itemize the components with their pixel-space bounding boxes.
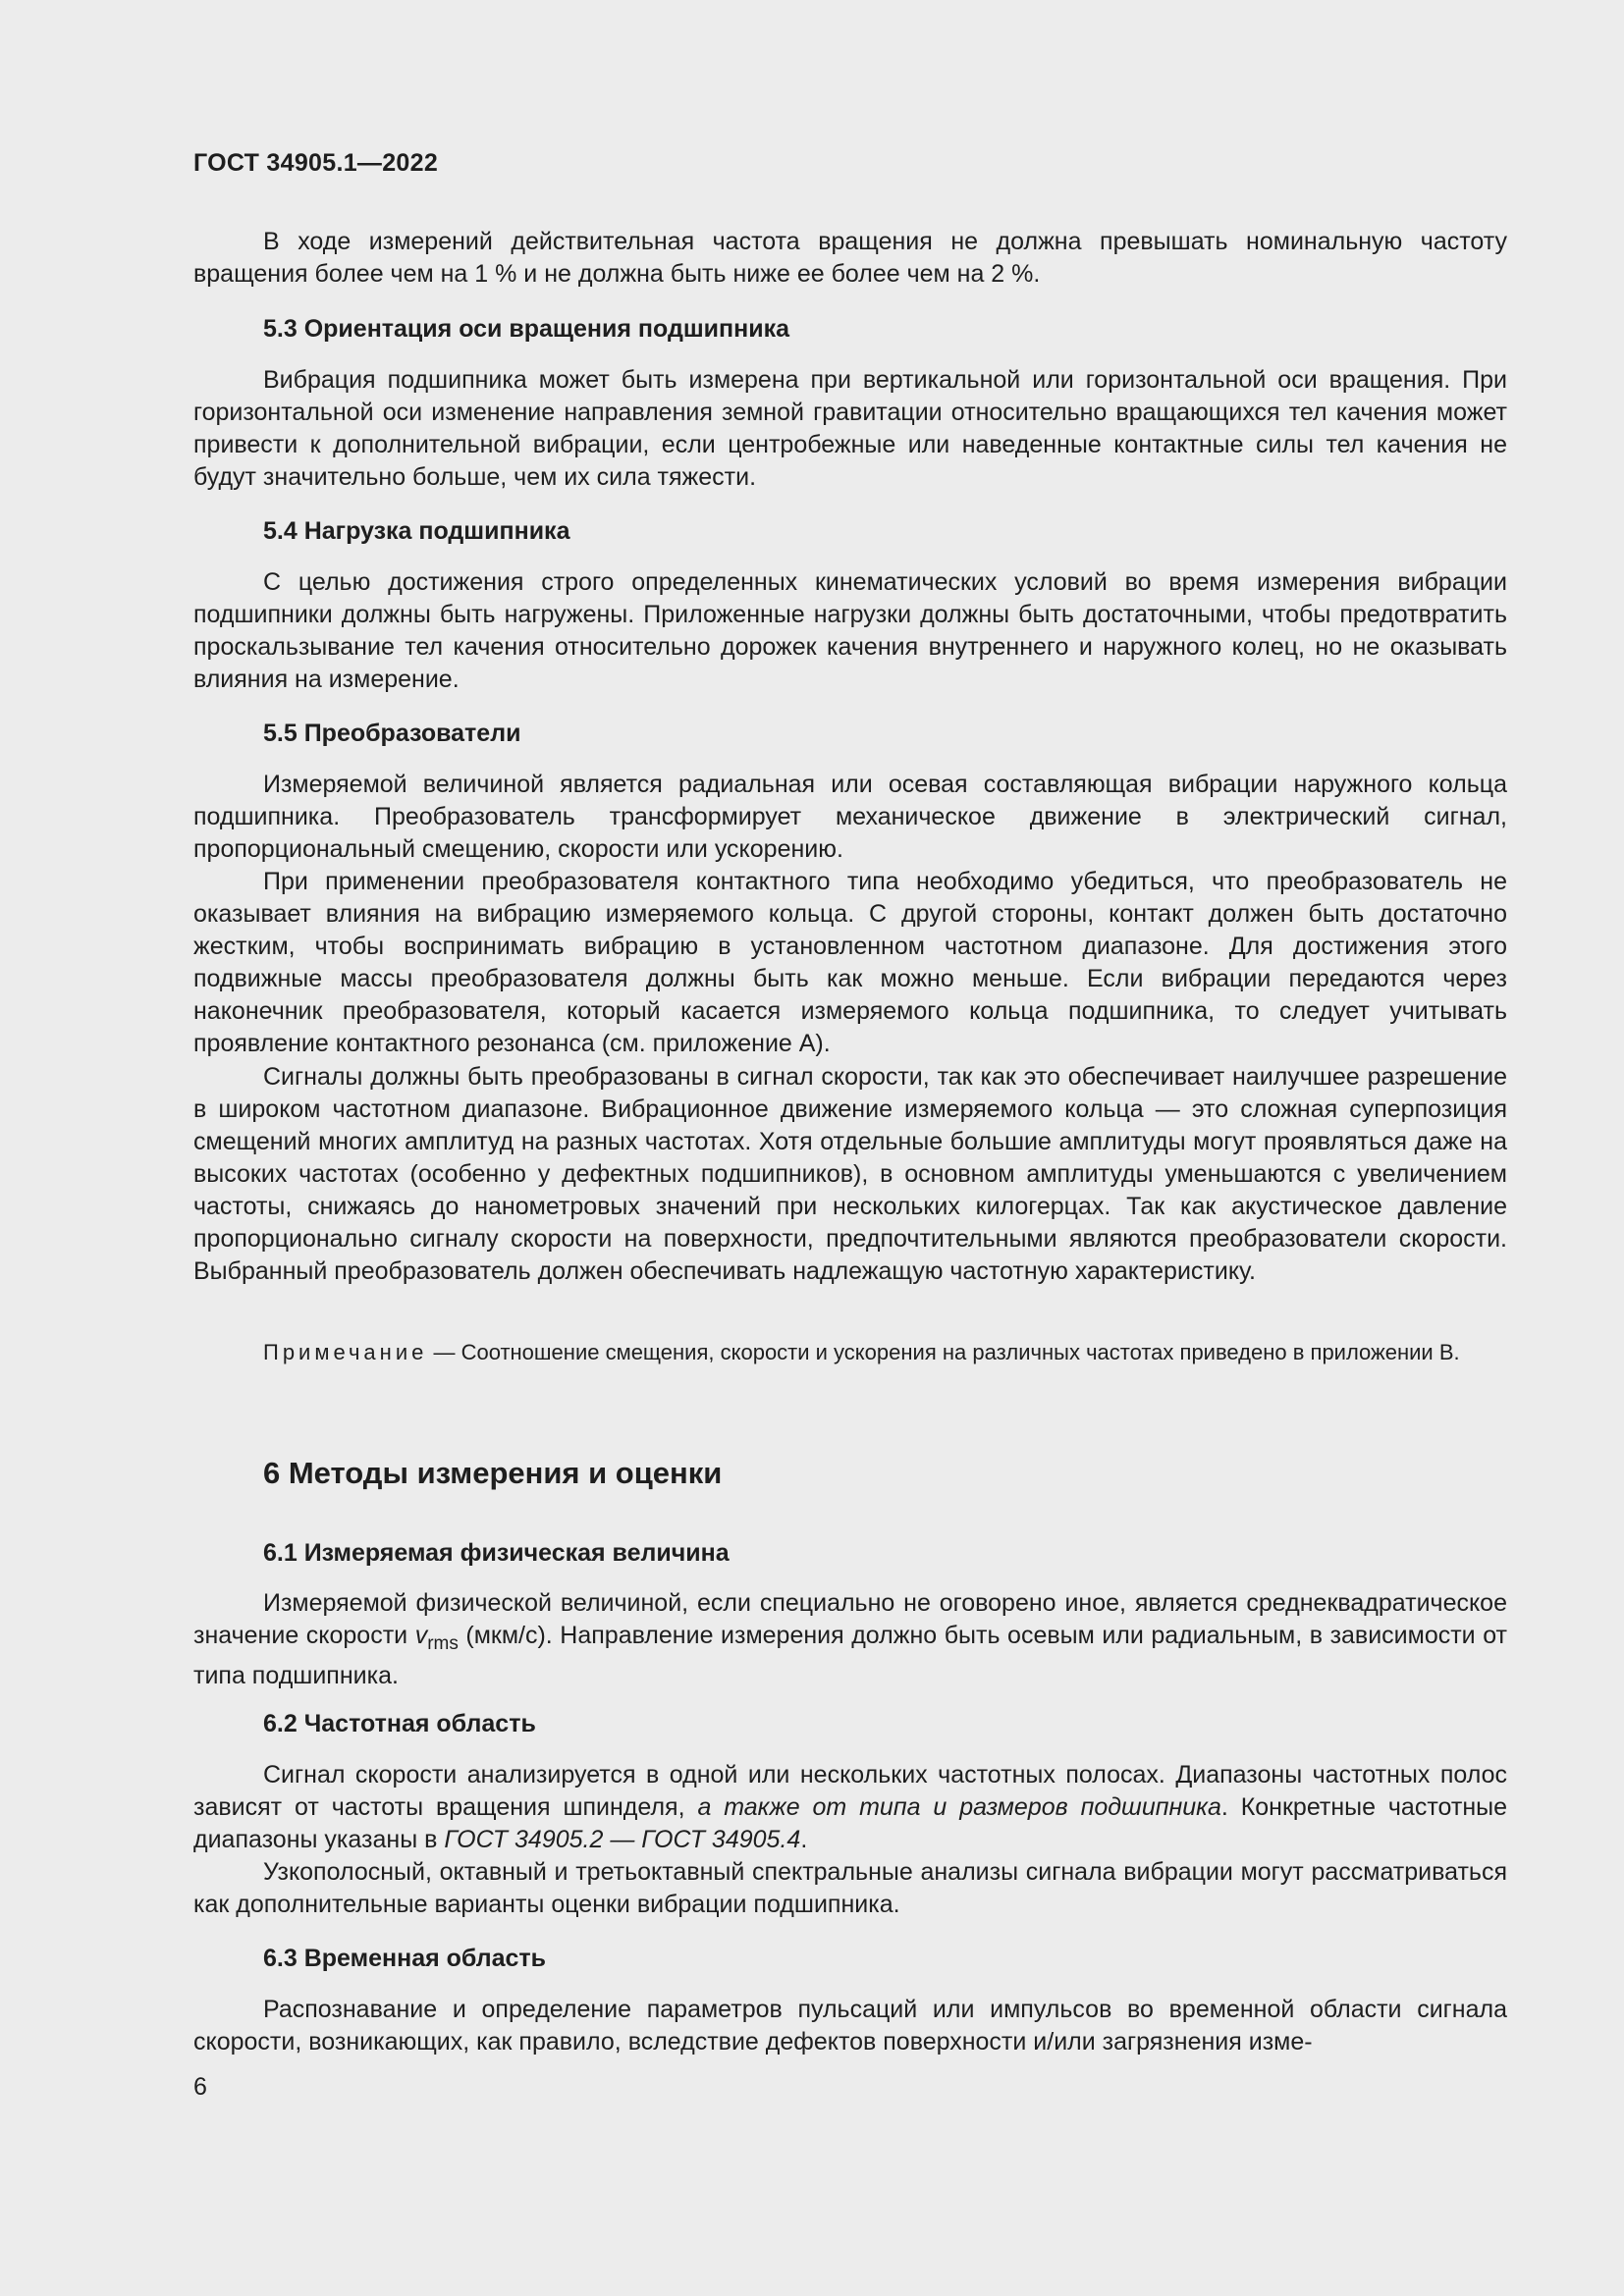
section-6-2-title: 6.2 Частотная область xyxy=(263,1710,536,1737)
italic-run: а также от типа и размеров подшипника xyxy=(697,1793,1221,1821)
rms-subscript: rms xyxy=(427,1633,459,1654)
section-5-3-title: 5.3 Ориентация оси вращения подшипника xyxy=(263,315,790,343)
section-5-4-title: 5.4 Нагрузка подшипника xyxy=(263,517,570,545)
page-number: 6 xyxy=(193,2073,207,2101)
text-run: Измеряемой физической величиной, если специально не оговорено иное, является среднеквадратическое значение скорости xyxy=(193,1589,1507,1649)
section-5-5-paragraph-1: Измеряемой величиной является радиальная или осевая составляющая вибрации наружного кольца подшипника. Преобразователь трансформирует механическое движение в электрический сигнал, пропорциональный смещению, скорости или ускорению. xyxy=(193,771,1507,863)
section-5-5-title: 5.5 Преобразователи xyxy=(263,720,521,747)
text-run: (мкм/с). Направление измерения должно быть осевым или радиальным, в зависимости от типа подшипника. xyxy=(193,1622,1508,1689)
section-6-2-paragraph-1 xyxy=(193,1759,1507,1856)
section-6-1-paragraph xyxy=(193,1587,1507,1692)
section-6-2-paragraph-2: Узкополосный, октавный и третьоктавный спектральные анализы сигнала вибрации могут рассматриваться как дополнительные варианты оценки вибрации подшипника. xyxy=(193,1858,1507,1918)
note-text: — Соотношение смещения, скорости и ускорения на различных частотах приведено в приложении В. xyxy=(427,1340,1460,1364)
section-6-3-paragraph: Распознавание и определение параметров пульсаций или импульсов во временной области сигнала скорости, возникающих, как правило, вследствие дефектов поверхности и/или загрязнения изме- xyxy=(193,1996,1507,2056)
standard-reference: ГОСТ 34905.2 — ГОСТ 34905.4 xyxy=(444,1826,801,1853)
section-5-5-paragraph-3: Сигналы должны быть преобразованы в сигнал скорости, так как это обеспечивает наилучшее разрешение в широком частотном диапазоне. Вибрационное движение измеряемого кольца — это сложная суперпозиция смещений многих амплитуд на разных частотах. Хотя отдельные большие амплитуды могут проявляться даже на высоких частотах (особенно у дефектных подшипников), в основном амплитуды уменьшаются с увеличением частоты, снижаясь до нанометровых значений при нескольких килогерцах. Так как акустическое давление пропорционально сигналу скорости на поверхности, предпочтительными являются преобразователи скорости. Выбранный преобразователь должен обеспечивать надлежащую частотную характеристику. xyxy=(193,1063,1507,1285)
text-run: Сигнал скорости анализируется в одной или нескольких частотных полосах. Диапазоны частотных полос зависят от частоты вращения шпинделя, xyxy=(193,1761,1507,1821)
section-5-5-note xyxy=(193,1337,1507,1367)
section-6-3-title: 6.3 Временная область xyxy=(263,1945,547,1972)
velocity-symbol: v xyxy=(414,1622,428,1649)
section-5-5-paragraph-2: При применении преобразователя контактного типа необходимо убедиться, что преобразователь не оказывает влияния на вибрацию измеряемого кольца. С другой стороны, контакт должен быть достаточно жестким, чтобы воспринимать вибрацию в установленном частотном диапазоне. Для достижения этого подвижные массы преобразователя должны быть как можно меньше. Если вибрации передаются через наконечник преобразователя, который касается измеряемого кольца подшипника, то следует учитывать проявление контактного резонанса (см. приложение А). xyxy=(193,868,1507,1057)
section-6-1-title: 6.1 Измеряемая физическая величина xyxy=(263,1539,730,1567)
section-5-3-paragraph: Вибрация подшипника может быть измерена при вертикальной или горизонтальной оси вращения. При горизонтальной оси изменение направления земной гравитации относительно вращающихся тел качения может привести к дополнительной вибрации, если центробежные или наведенные контактные силы тел качения не будут значительно больше, чем их сила тяжести. xyxy=(193,366,1507,491)
paragraph-speed: В ходе измерений действительная частота вращения не должна превышать номинальную частоту вращения более чем на 1 % и не должна быть ниже ее более чем на 2 %. xyxy=(193,228,1507,288)
document-header: ГОСТ 34905.1—2022 xyxy=(193,149,439,177)
chapter-6-title: 6 Методы измерения и оценки xyxy=(263,1456,723,1490)
text-run: . xyxy=(800,1826,808,1853)
section-5-4-paragraph: С целью достижения строго определенных кинематических условий во время измерения вибрации подшипники должны быть нагружены. Приложенные нагрузки должны быть достаточными, чтобы предотвратить проскальзывание тел качения относительно дорожек качения внутреннего и наружного колец, но не оказывать влияния на измерение. xyxy=(193,568,1507,693)
note-label: Примечание xyxy=(263,1340,428,1364)
text-run: . Конкретные частотные диапазоны указаны в xyxy=(193,1793,1507,1853)
